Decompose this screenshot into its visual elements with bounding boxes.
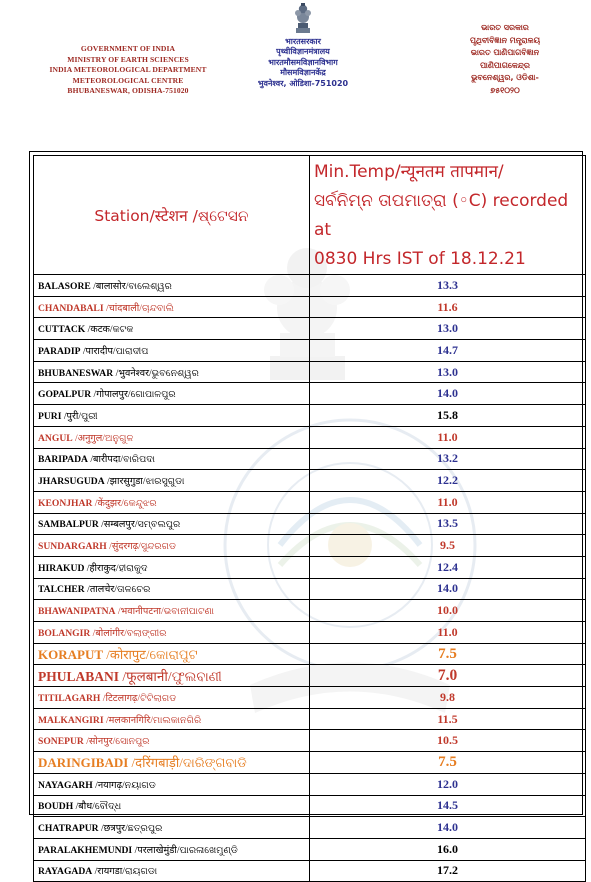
table-row [34, 730, 586, 752]
min-temp-value: 13.2 [310, 448, 586, 470]
station-name-en: BOUDH [38, 801, 74, 813]
header-hi-line: भुवनेश्वर, ओडिशा-751020 [257, 78, 349, 88]
min-temp-value: 14.0 [310, 578, 586, 600]
station-name-or: ତାଳଚେର [116, 584, 151, 596]
station-name-en: TALCHER [38, 584, 85, 596]
station-name-hi: कटक [90, 324, 110, 336]
station-name-en: RAYAGADA [38, 866, 93, 878]
station-name-en: HIRAKUD [38, 562, 85, 574]
separator: / [125, 823, 128, 835]
header-or-line: ଭାରତ ସରକାର [481, 23, 529, 32]
station-name-or: ଅନୁଗୁଳ [104, 432, 134, 444]
station-name-en: TITILAGARH [38, 692, 101, 704]
separator: / [112, 736, 116, 748]
separator: / [104, 476, 110, 488]
separator: / [90, 627, 96, 639]
table-row [34, 426, 586, 448]
separator: / [103, 714, 109, 726]
table-header-row [34, 156, 586, 275]
separator: / [73, 801, 79, 813]
station-name-hi: पुरी [66, 410, 79, 422]
station-name-or: ଭୁବନେଶ୍ୱର [151, 367, 199, 379]
station-cell [34, 730, 310, 752]
station-cell [34, 795, 310, 817]
station-name-en: DARINGIBADI [38, 755, 129, 771]
header-hindi-block [238, 0, 368, 89]
header-or-line: ଭୁବନେଶ୍ୱର, ଓଡିଶା- [471, 73, 539, 83]
separator: / [176, 844, 180, 856]
separator: / [125, 280, 129, 292]
station-name-en: PHULABANI [38, 668, 120, 684]
table-row [34, 383, 586, 405]
station-name-hi: भुवनेश्वर [118, 367, 149, 379]
min-temp-value: 12.0 [310, 773, 586, 795]
station-cell [34, 318, 310, 340]
station-name-hi: अनुगुल [77, 432, 103, 444]
station-cell [34, 405, 310, 427]
station-name-hi: रायगडा [97, 866, 123, 878]
min-temp-value: 7.5 [310, 643, 586, 665]
min-temp-value: 9.8 [310, 687, 586, 709]
station-name-hi: मलकानगिरि [108, 714, 151, 726]
min-temp-table [33, 155, 586, 882]
table-row [34, 838, 586, 860]
station-name-or: ଝାରସୁଗୁଡା [145, 476, 185, 488]
station-name-hi: फूलबानी [126, 668, 168, 684]
min-temp-value: 12.4 [310, 556, 586, 578]
station-name-hi: चांदबाली [108, 302, 140, 314]
separator: / [109, 324, 113, 336]
station-cell [34, 426, 310, 448]
separator: / [115, 562, 119, 574]
station-cell [34, 296, 310, 318]
separator: / [139, 302, 142, 314]
separator: / [87, 454, 93, 466]
separator: / [92, 779, 98, 791]
table-row [34, 665, 586, 687]
min-temp-value: 7.0 [310, 665, 586, 687]
separator: / [150, 714, 154, 726]
station-name-hi: झारसुगुडा [109, 476, 143, 488]
station-name-en: PARALAKHEMUNDI [38, 844, 133, 856]
station-cell [34, 600, 310, 622]
station-cell [34, 817, 310, 839]
station-cell [34, 340, 310, 362]
national-emblem-icon [292, 1, 314, 35]
separator: / [90, 280, 96, 292]
station-name-or: ଛତ୍ରପୁର [127, 823, 163, 835]
min-temp-column-header [310, 156, 586, 275]
station-cell [34, 643, 310, 665]
station-name-or: ରାୟଗଡା [124, 866, 158, 878]
separator: / [122, 866, 125, 878]
separator: / [84, 562, 90, 574]
separator: / [98, 823, 104, 835]
station-cell [34, 773, 310, 795]
station-cell [34, 448, 310, 470]
station-name-en: CHANDABALI [38, 302, 104, 314]
min-temp-value: 15.8 [310, 405, 586, 427]
station-name-or: ସୁନ୍ଦରଗଡ [140, 541, 177, 553]
separator: / [145, 647, 150, 663]
separator: / [115, 606, 121, 618]
station-name-hi: पारादीप [85, 345, 113, 357]
station-name-or: କଟକ [112, 324, 134, 336]
station-name-or: ମାଲକାନଗିରି [153, 714, 202, 726]
table-row [34, 600, 586, 622]
separator: / [119, 668, 127, 684]
station-name-en: KEONJHAR [38, 497, 93, 509]
separator: / [112, 345, 116, 357]
min-temp-header-line3: 0830 Hrs IST of 18.12.21 [314, 249, 526, 269]
table-row [34, 817, 586, 839]
separator: / [128, 755, 136, 771]
station-name-hi: छत्रपुर [103, 823, 126, 835]
separator: / [113, 367, 119, 379]
separator: / [179, 755, 183, 771]
min-temp-value: 14.0 [310, 383, 586, 405]
min-temp-value: 11.6 [310, 296, 586, 318]
separator: / [72, 432, 78, 444]
header-hi-line: भारतमौसमविज्ञानविभाग [268, 57, 338, 67]
min-temp-value: 14.7 [310, 340, 586, 362]
station-cell [34, 708, 310, 730]
station-name-hi: नयागढ़ [97, 779, 122, 791]
station-name-hi: दरिंगबाड़ी [135, 755, 180, 771]
min-temp-value: 11.0 [310, 426, 586, 448]
separator: / [100, 692, 106, 704]
table-row [34, 535, 586, 557]
station-cell [34, 752, 310, 774]
station-cell [34, 275, 310, 297]
station-name-hi: परलाखेमुंडी [137, 844, 177, 856]
station-name-or: ସମ୍ବଲପୁର [137, 519, 181, 531]
separator: / [78, 410, 82, 422]
header-english-block [28, 44, 228, 97]
station-cell [34, 838, 310, 860]
min-temp-value: 13.0 [310, 318, 586, 340]
station-name-hi: सोनपुर [88, 736, 113, 748]
header-hi-line: पृथ्वीविज्ञानमंत्रालय [276, 47, 330, 57]
station-name-or: ଭବାନୀପାଟଣା [163, 606, 215, 618]
station-name-en: PURI [38, 410, 62, 422]
station-name-hi: हीराकुद [89, 562, 116, 574]
station-name-or: ଚାନ୍ଦବାଲି [141, 302, 174, 314]
station-name-en: BALASORE [38, 280, 91, 292]
min-temp-value: 7.5 [310, 752, 586, 774]
table-row [34, 795, 586, 817]
table-row [34, 491, 586, 513]
separator: / [92, 866, 98, 878]
separator: / [161, 606, 164, 618]
min-temp-value: 13.5 [310, 513, 586, 535]
station-name-en: ANGUL [38, 432, 73, 444]
header-en-line: METEOROLOGICAL CENTRE [72, 75, 184, 85]
separator: / [102, 432, 105, 444]
min-temp-value: 13.0 [310, 361, 586, 383]
separator: / [122, 779, 125, 791]
header-or-line: ଭାରତ ପାଣିପାଗବିଜ୍ଞାନ [470, 48, 540, 58]
station-cell [34, 687, 310, 709]
station-name-en: BOLANGIR [38, 627, 91, 639]
station-name-en: BHUBANESWAR [38, 367, 114, 379]
header-or-line: ୭୫୧୦୨୦ [490, 85, 520, 95]
min-temp-value: 11.5 [310, 708, 586, 730]
separator: / [167, 668, 172, 684]
table-row [34, 622, 586, 644]
table-row [34, 405, 586, 427]
station-name-en: SUNDARGARH [38, 541, 107, 553]
table-row [34, 318, 586, 340]
station-name-hi: केंदुझर [97, 497, 122, 509]
station-name-en: MALKANGIRI [38, 714, 104, 726]
station-name-en: KORAPUT [38, 647, 103, 663]
station-cell [34, 556, 310, 578]
min-temp-value: 11.0 [310, 491, 586, 513]
table-row [34, 296, 586, 318]
station-name-en: GOPALPUR [38, 389, 92, 401]
station-name-hi: गोपालपुर [96, 389, 128, 401]
station-name-or: କୋରାପୁଟ [149, 647, 198, 663]
separator: / [92, 801, 95, 813]
station-name-hi: सुंदरगढ़ [111, 541, 139, 553]
header-en-line: INDIA METEOROLOGICAL DEPARTMENT [49, 65, 207, 75]
header-en-line: BHUBANESWAR, ODISHA-751020 [67, 86, 189, 96]
station-name-hi: बोलांगीर [95, 627, 125, 639]
station-name-hi: बौध [78, 801, 93, 813]
separator: / [80, 345, 86, 357]
separator: / [84, 584, 90, 596]
station-cell [34, 578, 310, 600]
station-cell [34, 860, 310, 882]
station-name-en: CUTTACK [38, 324, 86, 336]
separator: / [142, 476, 146, 488]
station-cell [34, 513, 310, 535]
station-name-hi: भवानीपटना [120, 606, 162, 618]
table-row [34, 687, 586, 709]
min-temp-value: 10.5 [310, 730, 586, 752]
min-temp-value: 14.5 [310, 795, 586, 817]
station-name-en: CHATRAPUR [38, 823, 99, 835]
station-name-or: ବୌଦ୍ଧ [94, 801, 122, 813]
station-name-or: ଗୋପାଳପୁର [130, 389, 176, 401]
table-row [34, 361, 586, 383]
table-row [34, 556, 586, 578]
separator: / [85, 324, 91, 336]
station-name-en: PARADIP [38, 345, 81, 357]
min-temp-header-line2: ସର୍ବନିମ୍ନ ତାପମାତ୍ରା (◦C) recorded at [314, 191, 569, 240]
station-name-hi: कोरापुट [109, 647, 146, 663]
station-name-or: ବାରିପଦା [123, 454, 156, 466]
separator: / [114, 584, 117, 596]
table-row [34, 578, 586, 600]
header-en-line: GOVERNMENT OF INDIA [80, 44, 176, 53]
header-hi-line: भारतसरकार [285, 37, 321, 46]
station-name-or: ପୁରୀ [81, 410, 98, 422]
table-row [34, 708, 586, 730]
separator: / [124, 627, 127, 639]
station-cell [34, 535, 310, 557]
separator: / [137, 692, 141, 704]
table-row [34, 773, 586, 795]
station-cell [34, 491, 310, 513]
min-temp-value: 16.0 [310, 838, 586, 860]
header-hi-line: मौसमविज्ञानकेंद्र [280, 68, 326, 78]
min-temp-header-line1: Min.Temp/न्यूनतम तापमान/ [314, 162, 504, 182]
min-temp-value: 12.2 [310, 470, 586, 492]
station-name-en: BHAWANIPATNA [38, 606, 116, 618]
table-row [34, 513, 586, 535]
station-name-en: SONEPUR [38, 736, 84, 748]
separator: / [138, 541, 141, 553]
table-row [34, 340, 586, 362]
table-row [34, 275, 586, 297]
separator: / [103, 302, 109, 314]
separator: / [103, 647, 110, 663]
station-name-hi: सम्बलपुर [103, 519, 135, 531]
station-name-or: ବଲାଙ୍ଗୀର [126, 627, 167, 639]
header-en-line: MINISTRY OF EARTH SCIENCES [67, 54, 189, 64]
separator: / [134, 519, 138, 531]
station-name-or: ପାରାଦୀପ [115, 345, 149, 357]
min-temp-value: 9.5 [310, 535, 586, 557]
station-name-hi: बालासोर [95, 280, 126, 292]
table-row [34, 470, 586, 492]
station-name-or: ପାରଳାଖେମୁଣ୍ଡି [179, 844, 238, 856]
separator: / [121, 497, 124, 509]
station-name-or: ଫୁଲବାଣୀ [171, 668, 222, 684]
station-cell [34, 470, 310, 492]
station-name-or: ନୟାଗଡ [124, 779, 156, 791]
header-or-line: ପାଣିପାଗକେନ୍ଦ୍ର [480, 60, 530, 70]
station-cell [34, 665, 310, 687]
header-or-line: ପୃଥିବୀବିଜ୍ଞାନ ମନ୍ତ୍ରାଳୟ [469, 35, 541, 45]
station-name-en: BARIPADA [38, 454, 88, 466]
separator: / [106, 541, 112, 553]
table-row [34, 860, 586, 882]
separator: / [127, 389, 131, 401]
station-name-hi: तालचेर [89, 584, 115, 596]
table-row [34, 448, 586, 470]
separator: / [149, 367, 152, 379]
station-name-en: SAMBALPUR [38, 519, 99, 531]
separator: / [120, 454, 124, 466]
separator: / [83, 736, 89, 748]
min-temp-value: 13.3 [310, 275, 586, 297]
station-name-or: ସୋନପୁର [115, 736, 150, 748]
min-temp-value: 11.0 [310, 622, 586, 644]
separator: / [132, 844, 138, 856]
station-name-en: JHARSUGUDA [38, 476, 105, 488]
separator: / [92, 497, 98, 509]
table-row [34, 752, 586, 774]
separator: / [91, 389, 97, 401]
station-cell [34, 622, 310, 644]
station-name-or: ବାଲେଶ୍ୱର [128, 280, 172, 292]
table-row [34, 643, 586, 665]
station-name-or: ଟିଟିଲାଗଡ [140, 692, 177, 704]
separator: / [98, 519, 104, 531]
station-name-hi: टिटलागढ़ [105, 692, 138, 704]
station-name-hi: बारीपदा [93, 454, 121, 466]
min-temp-value: 10.0 [310, 600, 586, 622]
station-cell [34, 361, 310, 383]
station-name-en: NAYAGARH [38, 779, 93, 791]
min-temp-value: 14.0 [310, 817, 586, 839]
station-name-or: ହୀରାକୁଦ [118, 562, 148, 574]
header-odia-block [430, 22, 580, 98]
station-column-header: Station/स्टेशन /ଷ୍ଟେସନ [34, 156, 310, 275]
station-name-or: ଦାରିଙ୍ଗବାଡି [182, 755, 247, 771]
station-name-or: କେନ୍ଦୁଝର [123, 497, 157, 509]
separator: / [61, 410, 67, 422]
station-cell [34, 383, 310, 405]
min-temp-value: 17.2 [310, 860, 586, 882]
